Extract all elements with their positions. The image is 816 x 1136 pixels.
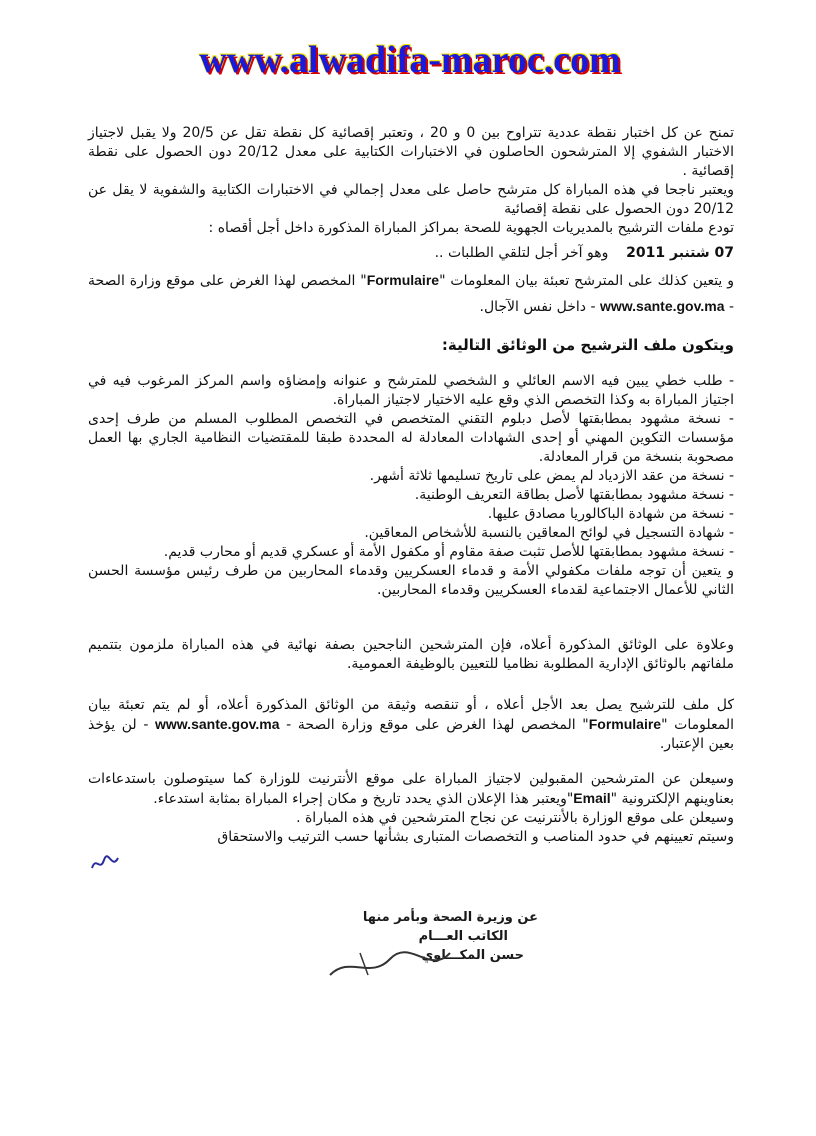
paragraph-convocation: وسيعلن عن المترشحين المقبولين لاجتياز المباراة على موقع الأنترنيت للوزارة كما سيتوصلون باستدعاءات بعناوينهم الإلكترونية "Email"ويعتبر هذا الإعلان الذي يحدد تاريخ و مكان إجراء المباراة بمثابة استدعاء. (88, 771, 734, 807)
list-item: - شهادة التسجيل في لوائح المعاقين بالنسبة للأشخاص المعاقين. (364, 525, 734, 541)
paragraph-additional: وعلاوة على الوثائق المذكورة أعلاه، فإن المترشحين الناجحين بصفة نهائية في هذه المباراة ملزمون بتتميم ملفاتهم بالوثائق الإدارية المطلوبة نظاميا للتعيين بالوظيفة العمومية. (88, 637, 734, 672)
signature-authority: عن وزيرة الصحة وبأمر منها (362, 910, 538, 925)
list-item: - نسخة من شهادة الباكالوريا مصادق عليها. (487, 506, 734, 522)
paragraph-scoring: تمنح عن كل اختبار نقطة عددية تتراوح بين 0 و 20 ، وتعتبر إقصائية كل نقطة تقل عن 20/5 ولا يقبل لاجتياز الاختبار الشفوي إلا المترشحون الحاصلون في الاختبارات الكتابية على معدل 20/12 دون الحصول على نقطة إقصائية . (88, 125, 734, 179)
paragraph-late-files: كل ملف للترشيح يصل بعد الأجل أعلاه ، أو تنقصه وثيقة من الوثائق المذكورة أعلاه، أو لم يتم تعبئة بيان المعلومات "Formulaire" المخصص لهذا الغرض على موقع وزارة الصحة - www.sante.gov.ma - لن يؤخذ بعين الإعتبار. (88, 697, 734, 752)
paragraph-deposit: تودع ملفات الترشيح بالمديريات الجهوية للصحة بمراكز المباراة المذكورة داخل أجل أقصاه : (208, 220, 734, 236)
signature-title: الكاتب العـــام (418, 929, 508, 944)
deadline-date: 07 شتنبر 2011 (626, 245, 734, 261)
site-banner: www.alwadifa-maroc.com (199, 39, 621, 81)
list-item: - طلب خطي يبين فيه الاسم العائلي و الشخصي للمترشح و عنوانه وإمضاؤه واسم المركز المرغوب فيه في اجتياز المباراة به وكذا التخصص الذي وقع عليه الاختيار لاجتياز المباراة. (88, 373, 734, 408)
formulaire-paragraph: و يتعين كذلك على المترشح تعبئة بيان المعلومات "Formulaire" المخصص لهذا الغرض على موقع وزارة الصحة - www.sante.gov.ma - داخل نفس الآجال. (88, 272, 734, 315)
list-item: - نسخة مشهود بمطابقتها للأصل تثبت صفة مقاوم أو مكفول الأمة أو عسكري قديم أو محارب قديم. (163, 544, 734, 560)
list-item: - نسخة مشهود بمطابقتها لأصل دبلوم التقني المتخصص في التخصص المطلوب المسلم من طرف إحدى مؤسسات التكوين المهني أو إحدى الشهادات المعادلة له المحددة طبقا للمقتضيات النظامية الجاري بها العمل مصحوبة بنسخة من قرار المعادلة. (88, 411, 734, 465)
documents-list (88, 372, 734, 600)
formulaire-term: Formulaire (366, 272, 440, 288)
signature-name: حسن المكـــاوي (421, 948, 524, 963)
signature-scribble (320, 945, 460, 985)
deadline-line (88, 244, 734, 263)
documents-heading: ويتكون ملف الترشيح من الوثائق التالية: (441, 336, 734, 354)
email-term: Email (573, 790, 611, 806)
announcement-block (88, 770, 734, 847)
list-item: - نسخة مشهود بمطابقتها لأصل بطاقة التعريف الوطنية. (414, 487, 734, 503)
paragraph-appointment: وسيتم تعيينهم في حدود المناصب و التخصصات المتبارى بشأنها حسب الترتيب والاستحقاق (217, 829, 734, 845)
handwritten-mark (88, 852, 124, 876)
deadline-note: وهو آخر أجل لتلقي الطلبات .. (434, 245, 609, 261)
paragraph-results: وسيعلن على موقع الوزارة بالأنترنيت عن نجاح المترشحين في هذه المباراة . (296, 810, 734, 826)
ministry-url: www.sante.gov.ma (600, 298, 725, 314)
ministry-url: www.sante.gov.ma (155, 716, 280, 732)
formulaire-term: Formulaire (588, 716, 662, 732)
paragraph-veterans: و يتعين أن توجه ملفات مكفولي الأمة و قدماء العسكريين وقدماء المحاربين من طرف رئيس مؤسسة الحسن الثاني للأعمال الاجتماعية لقدماء العسكريين وقدماء المحاربين. (88, 563, 734, 598)
intro-block (88, 124, 734, 238)
list-item: - نسخة من عقد الازدياد لم يمض على تاريخ تسليمها ثلاثة أشهر. (369, 468, 734, 484)
paragraph-success: ويعتبر ناجحا في هذه المباراة كل مترشح حاصل على معدل إجمالي في الاختبارات الكتابية والشفوية لا يقل عن 20/12 دون الحصول على نقطة إقصائية (88, 182, 734, 217)
